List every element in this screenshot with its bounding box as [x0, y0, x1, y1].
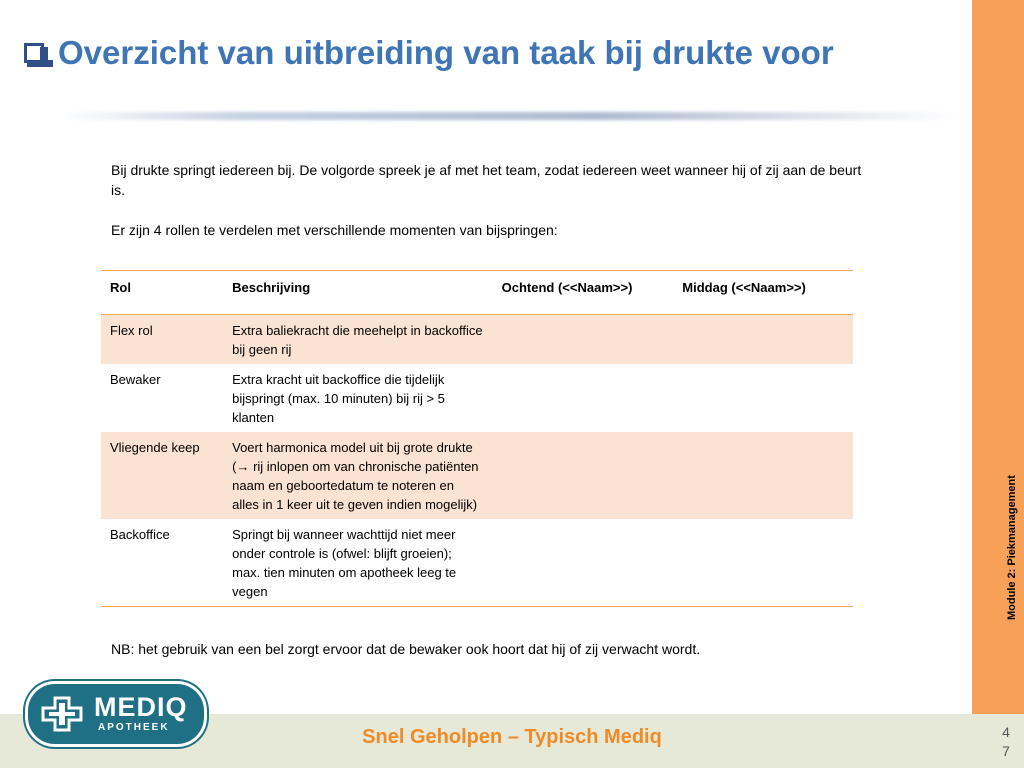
mediq-logo: [25, 681, 207, 747]
checkbox-bullet-icon: [24, 43, 44, 63]
intro-paragraph-2: Er zijn 4 rollen te verdelen met verschillende momenten van bijspringen:: [111, 222, 558, 238]
cell-middag[interactable]: [673, 364, 853, 432]
title-area: [24, 34, 834, 72]
cell-middag[interactable]: [673, 315, 853, 365]
cell-rol: Bewaker: [110, 372, 161, 387]
logo-sub: APOTHEEK: [98, 722, 170, 733]
table-row: [101, 519, 853, 607]
footer-slogan: Snel Geholpen – Typisch Mediq: [362, 726, 662, 748]
header-middag: Middag (<<Naam>>): [673, 271, 853, 315]
table-row: [101, 364, 853, 432]
cell-rol: Flex rol: [101, 315, 223, 365]
page-number-line-2: 7: [1002, 743, 1010, 759]
note-text: NB: het gebruik van een bel zorgt ervoor dat de bewaker ook hoort dat hij of zij verwacht wordt.: [111, 641, 701, 657]
title-divider: [60, 112, 960, 120]
slide-title: Overzicht van uitbreiding van taak bij drukte voor: [58, 34, 834, 71]
roles-table: [101, 270, 853, 607]
page-number: [996, 723, 1016, 761]
cell-rol: Vliegende keep: [101, 432, 223, 519]
cell-beschrijving: Extra baliekracht die meehelpt in backoffice bij geen rij: [223, 315, 493, 365]
intro-text: [111, 160, 871, 240]
cell-rol: Backoffice: [101, 519, 223, 607]
module-label: Module 2: Piekmanagement: [1006, 475, 1018, 620]
header-ochtend: Ochtend (<<Naam>>): [493, 271, 674, 315]
cell-ochtend[interactable]: [493, 519, 674, 607]
cell-beschrijving: Extra kracht uit backoffice die tijdelijk bijspringt (max. 10 minuten) bij rij > 5 klanten: [232, 372, 445, 425]
table-row: [101, 432, 853, 519]
table-header-row: [101, 271, 853, 315]
cell-beschrijving: Voert harmonica model uit bij grote drukte (→ rij inlopen om van chronische patiënten naam en geboortedatum te noteren en alles in 1 keer uit te geven indien mogelijk): [223, 432, 493, 519]
cell-middag[interactable]: [673, 432, 853, 519]
cell-ochtend[interactable]: [493, 364, 674, 432]
intro-paragraph-1: Bij drukte springt iedereen bij. De volgorde spreek je af met het team, zodat iedereen weet wanneer hij of zij aan de beurt is.: [111, 162, 862, 198]
cell-beschrijving: Springt bij wanneer wachttijd niet meer onder controle is (ofwel: blijft groeien); max. tien minuten om apotheek leeg te vegen: [223, 519, 493, 607]
cell-middag[interactable]: [673, 519, 853, 607]
logo-brand: MEDIQ: [94, 692, 188, 722]
table-row: [101, 315, 853, 365]
pharmacy-cross-icon: [40, 696, 84, 737]
page-number-line-1: 4: [1002, 724, 1010, 740]
header-beschrijving: Beschrijving: [223, 271, 493, 315]
cell-ochtend[interactable]: [493, 432, 674, 519]
header-rol: Rol: [101, 271, 223, 315]
cell-ochtend[interactable]: [493, 315, 674, 365]
